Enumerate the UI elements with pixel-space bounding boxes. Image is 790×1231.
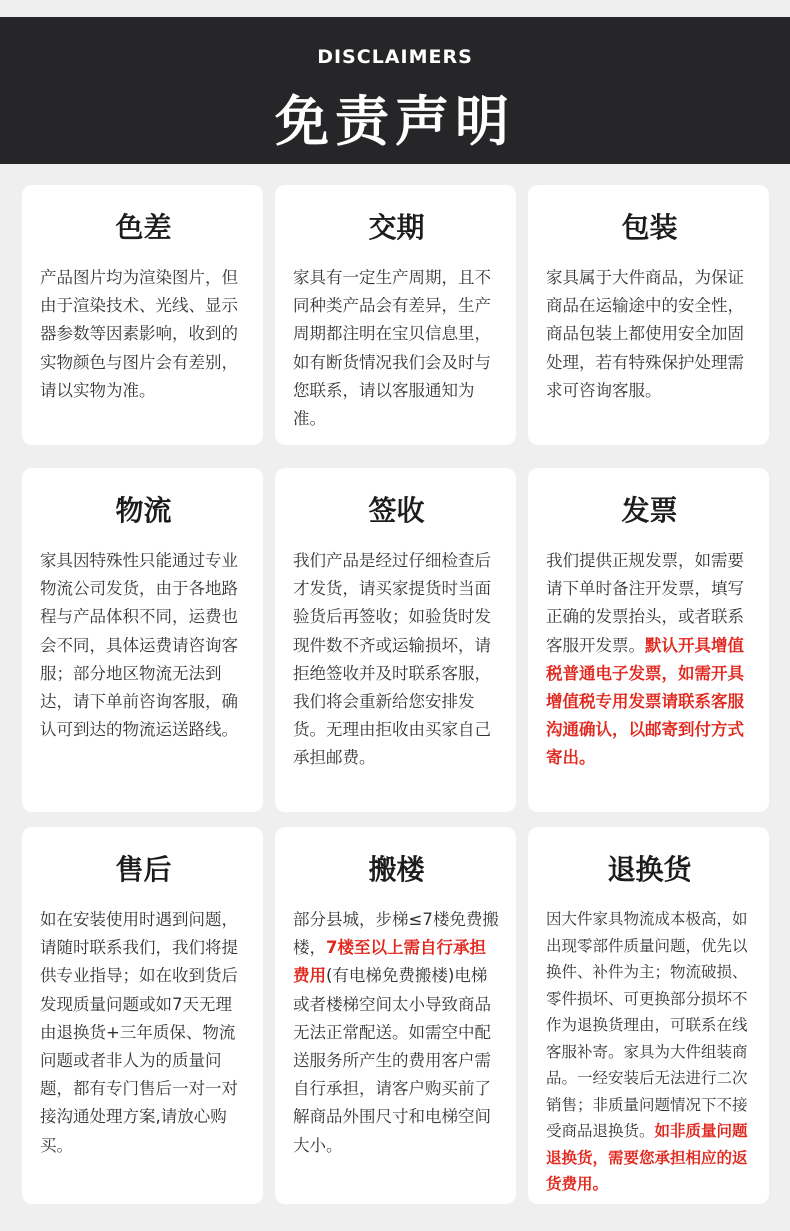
card-body [40, 906, 247, 1160]
card-body [546, 547, 753, 773]
card-text: 我们提供正规发票，如需要请下单时备注开发票，填写正确的发票抬头，或者联系客服开发票。 [546, 551, 744, 655]
card-highlight-text: 如非质量问题退换货，需要您承担相应的返货费用。 [546, 1122, 748, 1193]
card-text: 我们产品是经过仔细检查后才发货，请买家提货时当面验货后再签收；如验货时发现件数不齐或运输损坏，请拒绝签收并及时联系客服，我们将会重新给您安排发货。无理由拒收由买家自己承担邮费。 [293, 551, 491, 768]
card-stair-carry [275, 827, 516, 1204]
card-delivery-time [275, 185, 516, 445]
card-text: 因大件家具物流成本极高，如出现零部件质量问题，优先以换件、补件为主；物流破损、零件损坏、可更换部分损坏不作为退换货理由，可联系在线客服补寄。家具为大件组装商品。一经安装后无法进行二次销售；非质量问题情况下不接受商品退换货。 [546, 910, 748, 1140]
header-subtitle: DISCLAIMERS [317, 46, 473, 68]
card-title: 物流 [115, 494, 172, 527]
card-text: 产品图片均为渲染图片，但由于渲染技术、光线、显示器参数等因素影响，收到的实物颜色与图片会有差别，请以实物为准。 [40, 268, 238, 400]
card-body [546, 264, 753, 405]
card-title: 退换货 [607, 853, 692, 886]
card-title: 交期 [368, 211, 425, 244]
card-body [293, 547, 500, 773]
card-receipt [275, 468, 516, 812]
card-text: 家具因特殊性只能通过专业物流公司发货，由于各地路程与产品体积不同，运费也会不同，具体运费请咨询客服；部分地区物流无法到达，请下单前咨询客服，确认可到达的物流运送路线。 [40, 551, 238, 740]
card-body [546, 906, 753, 1198]
card-text: 家具有一定生产周期，且不同种类产品会有差异，生产周期都注明在宝贝信息里，如有断货情况我们会及时与您联系，请以客服通知为准。 [293, 268, 491, 429]
card-title: 色差 [115, 211, 172, 244]
card-title: 售后 [115, 853, 172, 886]
card-returns [528, 827, 769, 1204]
card-title: 搬楼 [368, 853, 425, 886]
card-logistics [22, 468, 263, 812]
card-body [293, 264, 500, 433]
header-banner [0, 17, 790, 164]
card-text: 如在安装使用时遇到问题，请随时联系我们，我们将提供专业指导；如在收到货后发现质量问题或如7天无理由退换货+三年质保、物流问题或者非人为的质量问题，都有专门售后一对一对接沟通处理方案,请放心购买。 [40, 910, 238, 1155]
card-packaging [528, 185, 769, 445]
card-body [40, 547, 247, 744]
card-body [293, 906, 500, 1160]
card-body [40, 264, 247, 405]
card-text: (有电梯免费搬楼)电梯或者楼梯空间太小导致商品无法正常配送。如需空中配送服务所产生的费用客户需自行承担，请客户购买前了解商品外围尺寸和电梯空间大小。 [293, 966, 491, 1155]
card-title: 签收 [368, 494, 425, 527]
card-after-sales [22, 827, 263, 1204]
card-highlight-text: 默认开具增值税普通电子发票，如需开具增值税专用发票请联系客服沟通确认，以邮寄到付方式寄出。 [546, 635, 744, 768]
card-text: 部分县城，步梯≤7楼免费搬楼， [293, 910, 499, 958]
card-color-difference [22, 185, 263, 445]
card-highlight-text: 7楼至以上需自行承担费用 [293, 938, 486, 986]
header-title: 免责声明 [275, 90, 515, 153]
card-title: 发票 [621, 494, 678, 527]
card-invoice [528, 468, 769, 812]
card-text: 家具属于大件商品，为保证商品在运输途中的安全性，商品包装上都使用安全加固处理，若有特殊保护处理需求可咨询客服。 [546, 268, 744, 400]
card-title: 包装 [621, 211, 678, 244]
